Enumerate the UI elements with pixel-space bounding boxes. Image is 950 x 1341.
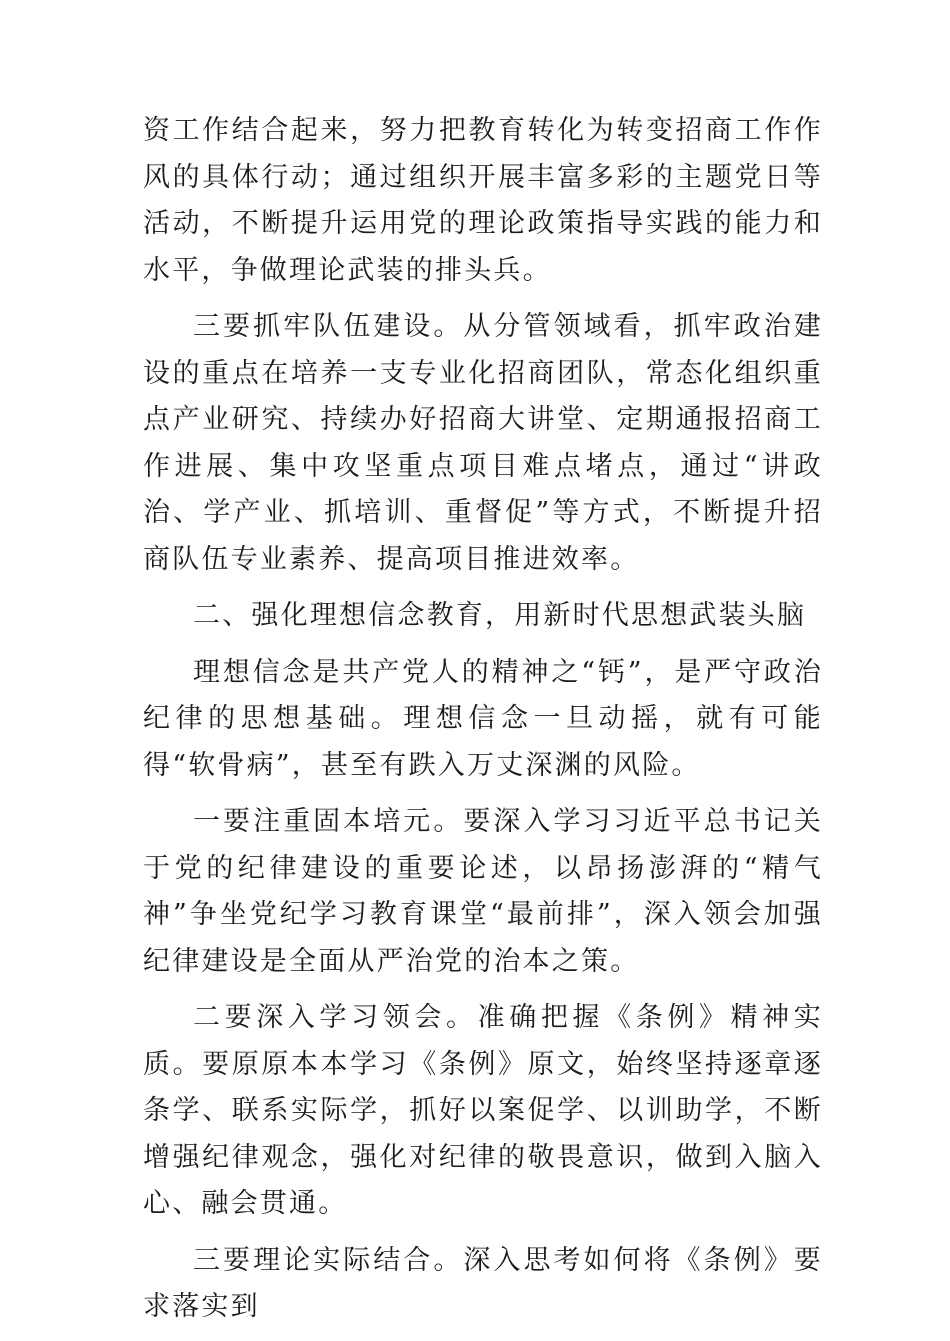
paragraph-point-two: 二要深入学习领会。准确把握《条例》精神实质。要原原本本学习《条例》原文，始终坚持逐章逐条学、联系实际学，抓好以案促学、以训助学，不断增强纪律观念，强化对纪律的敬畏意识，做到入脑入心、融会贯通。 bbox=[143, 1002, 823, 1219]
paragraph-point-three: 三要理论实际结合。深入思考如何将《条例》要求落实到 bbox=[143, 1244, 823, 1322]
document-body bbox=[143, 108, 823, 1341]
paragraph-point-one: 一要注重固本培元。要深入学习习近平总书记关于党的纪律建设的重要论述，以昂扬澎湃的“精气神”争坐党纪学习教育课堂“最前排”，深入领会加强纪律建设是全面从严治党的治本之策。 bbox=[143, 806, 823, 977]
paragraph-continuation: 资工作结合起来，努力把教育转化为转变招商工作作风的具体行动；通过组织开展丰富多彩的主题党日等活动，不断提升运用党的理论政策指导实践的能力和水平，争做理论武装的排头兵。 bbox=[143, 115, 823, 286]
paragraph-team-building: 三要抓牢队伍建设。从分管领域看，抓牢政治建设的重点在培养一支专业化招商团队，常态化组织重点产业研究、持续办好招商大讲堂、定期通报招商工作进展、集中攻坚重点项目难点堵点，通过“讲政治、学产业、抓培训、重督促”等方式，不断提升招商队伍专业素养、提高项目推进效率。 bbox=[143, 311, 823, 575]
section-heading: 二、强化理想信念教育，用新时代思想武装头脑 bbox=[193, 600, 807, 631]
paragraph-ideals-intro: 理想信念是共产党人的精神之“钙”，是严守政治纪律的思想基础。理想信念一旦动摇，就有可能得“软骨病”，甚至有跌入万丈深渊的风险。 bbox=[143, 656, 823, 781]
